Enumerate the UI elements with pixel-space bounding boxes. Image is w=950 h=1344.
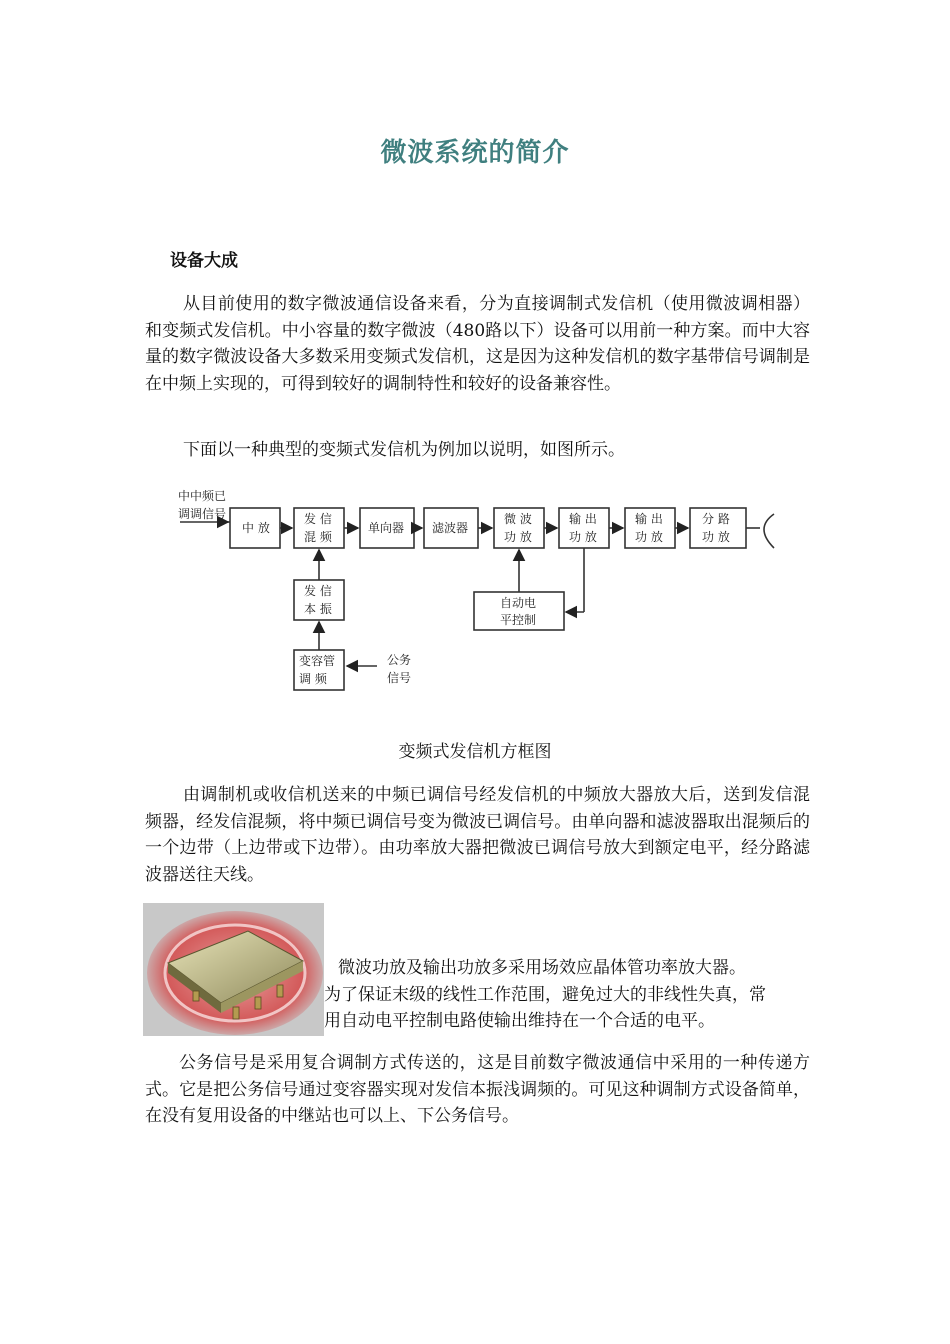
block-out-amp-l2: 功 放 [569,530,597,544]
section-heading: 设备大成 [170,251,238,271]
block-tx-mixer-l1: 发 信 [304,512,332,526]
block-alc-l1: 自动电 [500,596,537,610]
block-out-amp2-l2: 功 放 [635,530,663,544]
amplifier-photo [143,903,324,1036]
block-isolator: 单向器 [368,521,405,535]
paragraph-service-signal: 公务信号是采用复合调制方式传送的，这是目前数字微波通信中采用的一种传递方式。它是把公务信号通过变容器实现对发信本振浅调频的。可见这种调制方式设备简单，在没有复用设备的中继站也可以上、下公务信号。 [145,1053,810,1126]
block-mw-amp-l2: 功 放 [504,530,532,544]
block-tx-lo-l1: 发 信 [304,584,332,598]
block-if-amp: 中 放 [242,521,270,535]
photo-caption-text [324,955,810,1035]
block-out-amp-l1: 输 出 [569,512,597,526]
photo-text-line-2: 为了保证末级的线性工作范围，避免过大的非线性失真，常 [324,984,766,1005]
service-label-2: 信号 [387,671,412,685]
block-tx-lo-l2: 本 振 [304,602,332,616]
block-mw-amp-l1: 微 波 [504,512,532,526]
photo-text-line-1: 微波功放及输出功放多采用场效应晶体管功率放大器。 [338,958,746,978]
paragraph-figure-ref: 下面以一种典型的变频式发信机为例加以说明，如图所示。 [183,440,625,460]
input-label-1: 中中频已 [178,489,227,503]
service-label-1: 公务 [387,653,412,667]
figure-caption: 变频式发信机方框图 [398,742,552,762]
transmitter-block-diagram [172,484,782,699]
photo-text-line-3: 用自动电平控制电路使输出维持在一个合适的电平。 [324,1011,715,1031]
block-varactor-l2: 调 频 [299,672,327,686]
block-filter: 滤波器 [432,521,469,535]
page-title: 微波系统的简介 [380,138,570,168]
block-branch-l1: 分 路 [702,512,730,526]
input-label-2: 调调信号 [178,507,227,521]
paragraph-process: 由调制机或收信机送来的中频已调信号经发信机的中频放大器放大后，送到发信混频器，经发信混频，将中频已调信号变为微波已调信号。由单向器和滤波器取出混频后的一个边带（上边带或下边带）。由功率放大器把微波已调信号放大到额定电平，经分路滤波器送往天线。 [145,785,810,885]
block-branch-l2: 功 放 [702,530,730,544]
block-out-amp2-l1: 输 出 [635,512,663,526]
block-tx-mixer-l2: 混 频 [304,530,332,544]
block-varactor-l1: 变容管 [299,654,336,668]
paragraph-intro: 从目前使用的数字微波通信设备来看，分为直接调制式发信机（使用微波调相器）和变频式发信机。中小容量的数字微波（480路以下）设备可以用前一种方案。而中大容量的数字微波设备大多数采用变频式发信机，这是因为这种发信机的数字基带信号调制是在中频上实现的，可得到较好的调制特性和较好的设备兼容性。 [145,294,810,394]
block-alc-l2: 平控制 [500,613,537,627]
